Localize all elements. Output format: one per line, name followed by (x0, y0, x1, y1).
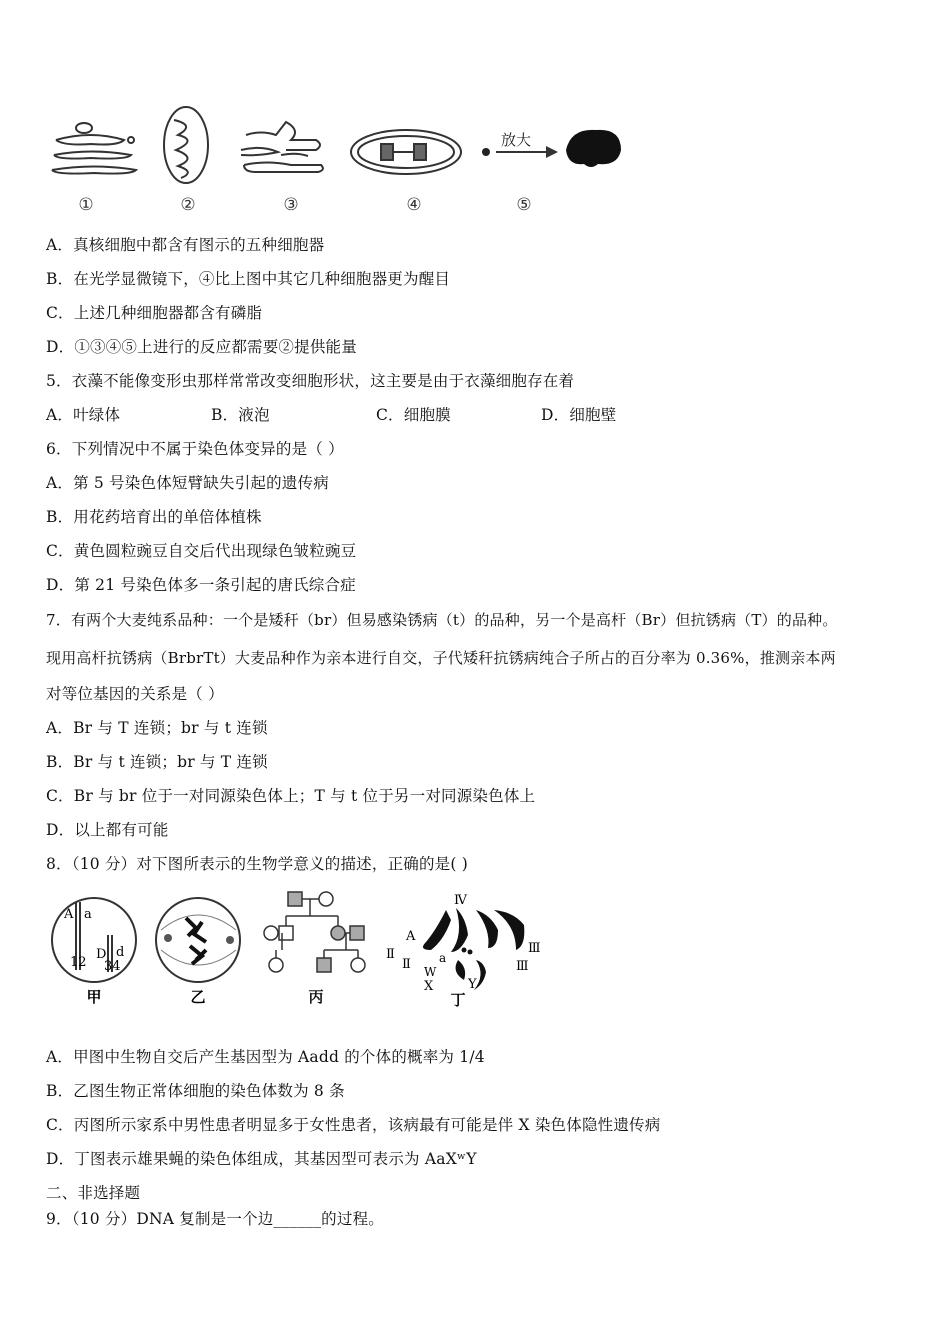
chloroplast-icon (351, 130, 461, 174)
q8-option-a: A．甲图中生物自交后产生基因型为 Aadd 的个体的概率为 1/4 (46, 1048, 485, 1066)
figure-ding-karyotype (386, 893, 541, 1009)
q7-stem-line-3: 对等位基因的关系是（ ） (46, 685, 224, 703)
q7-stem-line-2: 现用高杆抗锈病（BrbrTt）大麦品种作为亲本进行自交，子代矮秆抗锈病纯合子所占的百分率为 0.36%，推测亲本两 (46, 649, 836, 667)
organelle-label-5: ⑤ (516, 195, 532, 215)
q9-stem: 9．（10 分）DNA 复制是一个边______的过程。 (46, 1210, 384, 1228)
chromosome-numbers-12: 12 (70, 955, 87, 970)
golgi-icon (52, 123, 136, 174)
enlarge-label: 放大 (501, 131, 532, 149)
ding-label-X: X (424, 979, 434, 994)
organelle-label-4: ④ (406, 195, 422, 215)
figure-jia (52, 898, 136, 1006)
q7-option-a: A．Br 与 T 连锁；br 与 t 连锁 (46, 719, 268, 737)
ding-label-III-b: Ⅲ (516, 959, 529, 974)
gene-D: D (96, 947, 107, 962)
q6-option-d: D．第 21 号染色体多一条引起的唐氏综合症 (46, 576, 356, 594)
figure-label-bing: 丙 (308, 988, 324, 1006)
gene-A: A (64, 907, 74, 922)
mitochondrion-icon (164, 107, 208, 183)
q6-option-b: B．用花药培育出的单倍体植株 (46, 508, 262, 526)
q4-option-a: A．真核细胞中都含有图示的五种细胞器 (46, 236, 325, 254)
ding-label-W: W (424, 965, 437, 979)
q6-option-a: A．第 5 号染色体短臂缺失引起的遗传病 (46, 474, 329, 492)
organelle-figure (46, 100, 646, 220)
figure-label-jia: 甲 (86, 988, 102, 1006)
organelle-label-2: ② (180, 195, 196, 215)
ding-label-A: A (406, 929, 416, 944)
q8-option-b: B．乙图生物正常体细胞的染色体数为 8 条 (46, 1082, 345, 1100)
q8-figure (46, 880, 566, 1015)
ding-label-III-a: Ⅲ (528, 941, 541, 956)
q7-option-c: C．Br 与 br 位于一对同源染色体上；T 与 t 位于另一对同源染色体上 (46, 787, 536, 805)
figure-label-yi: 乙 (190, 988, 206, 1006)
q8-stem: 8．（10 分）对下图所表示的生物学意义的描述，正确的是( ) (46, 855, 468, 873)
q5-option-a: A．叶绿体 (46, 406, 121, 424)
q5-option-d: D．细胞壁 (541, 406, 617, 424)
q8-option-c: C．丙图所示家系中男性患者明显多于女性患者，该病最有可能是伴 X 染色体隐性遗传病 (46, 1116, 661, 1134)
ding-label-a: a (439, 951, 447, 965)
organelle-label-1: ① (78, 195, 94, 215)
q4-option-b: B．在光学显微镜下，④比上图中其它几种细胞器更为醒目 (46, 270, 451, 288)
q7-option-d: D．以上都有可能 (46, 821, 169, 839)
organelle-label-3: ③ (283, 195, 299, 215)
ding-label-II-a: Ⅱ (386, 947, 395, 962)
ribosome-icon (482, 130, 621, 167)
gene-d: d (116, 945, 125, 960)
q6-option-c: C．黄色圆粒豌豆自交后代出现绿色皱粒豌豆 (46, 542, 357, 560)
figure-label-ding: 丁 (450, 991, 466, 1009)
ding-label-Y: Y (468, 977, 477, 992)
q7-stem-line-1: 7．有两个大麦纯系品种：一个是矮秆（br）但易感染锈病（t）的品种，另一个是高杆（Br）但抗锈病（T）的品种。 (46, 611, 838, 629)
ding-label-II-b: Ⅱ (402, 957, 411, 972)
q8-option-d: D．丁图表示雄果蝇的染色体组成，其基因型可表示为 AaXʷY (46, 1150, 477, 1168)
q5-options (46, 404, 616, 426)
figure-bing-pedigree (264, 892, 365, 1006)
endoplasmic-reticulum-icon (241, 122, 323, 172)
ding-label-IV: Ⅳ (454, 893, 467, 908)
q5-option-c: C．细胞膜 (376, 406, 451, 424)
gene-a: a (84, 907, 92, 922)
q7-option-b: B．Br 与 t 连锁；br 与 T 连锁 (46, 753, 268, 771)
section-title: 二、非选择题 (46, 1184, 141, 1202)
q6-stem: 6．下列情况中不属于染色体变异的是（ ） (46, 440, 344, 458)
q4-option-d: D．①③④⑤上进行的反应都需要②提供能量 (46, 338, 357, 356)
q4-option-c: C．上述几种细胞器都含有磷脂 (46, 304, 263, 322)
q5-stem: 5．衣藻不能像变形虫那样常常改变细胞形状，这主要是由于衣藻细胞存在着 (46, 372, 575, 390)
figure-yi (156, 898, 240, 1006)
q5-option-b: B．液泡 (211, 406, 270, 424)
chromosome-numbers-34: 34 (104, 959, 121, 974)
